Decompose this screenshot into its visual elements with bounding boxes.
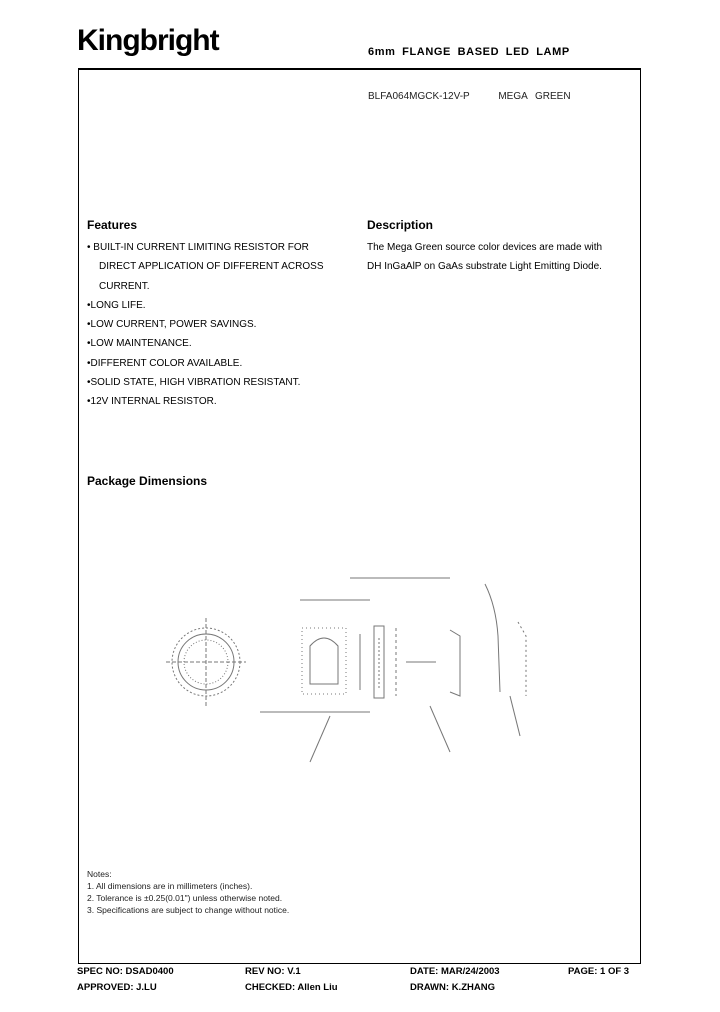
note-item: 3. Specifications are subject to change without notice. [87, 905, 290, 915]
note-item: 1. All dimensions are in millimeters (inches). [87, 881, 253, 891]
note-item: 2. Tolerance is ±0.25(0.01") unless otherwise noted. [87, 893, 283, 903]
spec-number: SPEC NO: DSAD0400 [77, 966, 174, 977]
part-line [368, 91, 571, 102]
feature-item: • LONG LIFE. [87, 296, 357, 315]
checked-by: CHECKED: Allen Liu [245, 982, 338, 993]
feature-item: • SOLID STATE, HIGH VIBRATION RESISTANT. [87, 373, 357, 392]
document-footer [77, 966, 642, 998]
color-name: MEGA GREEN [498, 91, 571, 102]
package-dimension-drawing [160, 566, 560, 786]
notes-title: Notes: [87, 869, 112, 879]
leader-line-right [430, 706, 450, 752]
description-text: The Mega Green source color devices are made with DH InGaAlP on GaAs substrate Light Emitting Diode. [367, 242, 603, 273]
drawn-by: DRAWN: K.ZHANG [410, 982, 495, 993]
revision-number: REV NO: V.1 [245, 966, 301, 977]
notes-block [87, 868, 289, 916]
page-number: PAGE: 1 OF 3 [568, 966, 630, 977]
lamp-lens-profile [310, 638, 338, 684]
feature-item: • BUILT-IN CURRENT LIMITING RESISTOR FOR DIRECT APPLICATION OF DIFFERENT ACROSS CURRENT. [87, 238, 357, 296]
document-date: DATE: MAR/24/2003 [410, 966, 500, 977]
leader-line-far [510, 696, 520, 736]
features-list [87, 238, 357, 412]
feature-item: • 12V INTERNAL RESISTOR. [87, 392, 357, 411]
lead-bend [450, 630, 460, 696]
package-title: Package Dimensions [87, 474, 208, 488]
spec-frame [78, 68, 641, 964]
part-number: BLFA064MGCK-12V-P [368, 91, 470, 102]
approved-by: APPROVED: J.LU [77, 982, 157, 993]
feature-item: • LOW MAINTENANCE. [87, 334, 357, 353]
brand-logo: Kingbright [77, 24, 219, 57]
description-title: Description [367, 218, 434, 232]
feature-item: • DIFFERENT COLOR AVAILABLE. [87, 354, 357, 373]
document-title: 6mm FLANGE BASED LED LAMP [368, 46, 570, 58]
lead-3 [518, 622, 526, 696]
leader-line-left [310, 716, 330, 762]
features-title: Features [87, 218, 138, 232]
lead-2 [485, 584, 500, 692]
feature-item: • LOW CURRENT, POWER SAVINGS. [87, 315, 357, 334]
